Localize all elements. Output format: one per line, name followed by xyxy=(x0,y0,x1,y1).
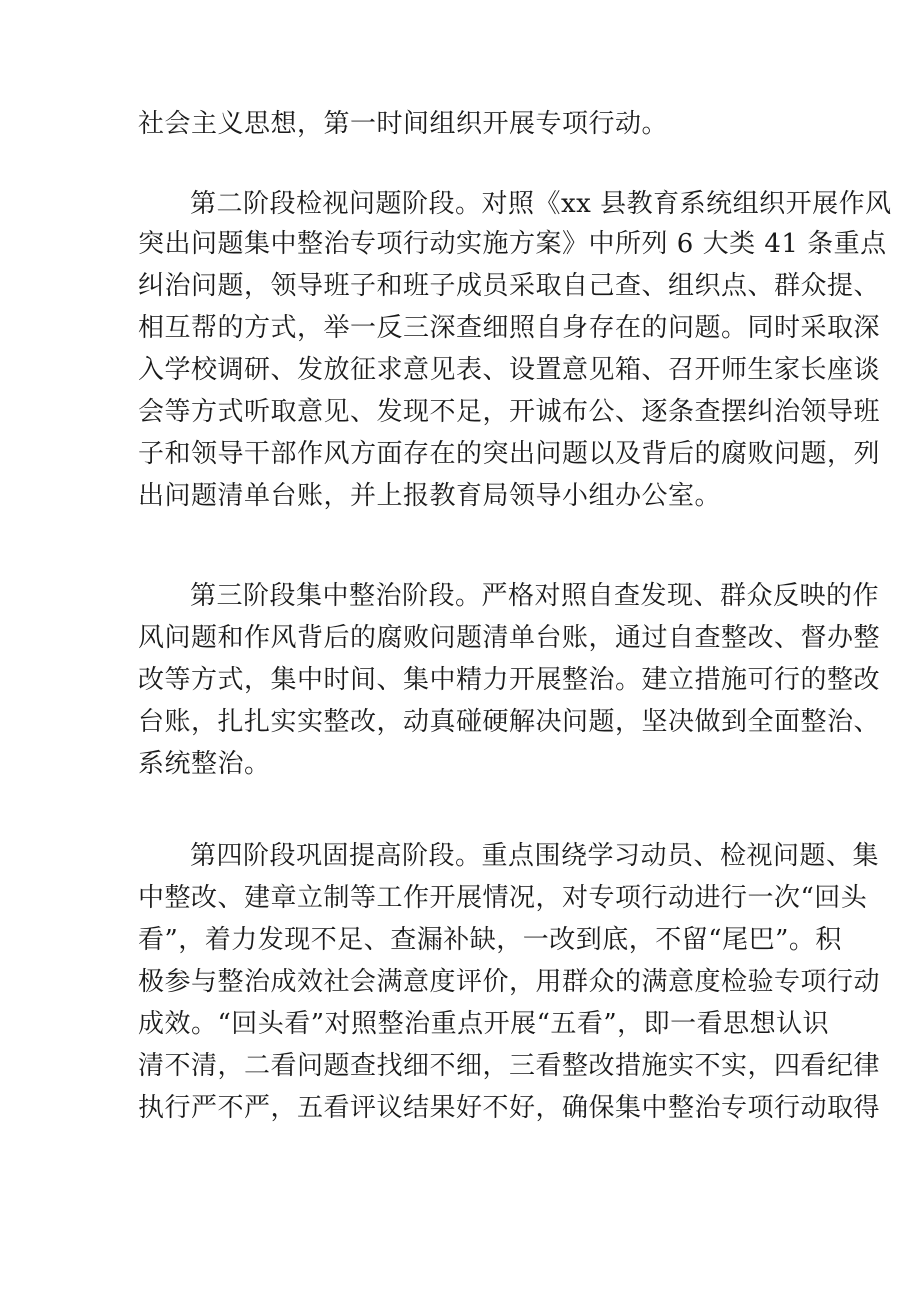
paragraph-4-line-6: 清不清，二看问题查找细不细，三看整改措施实不实，四看纪律 xyxy=(138,1051,881,1081)
paragraph-4-line-2: 中整改、建章立制等工作开展情况，对专项行动进行一次“回头 xyxy=(138,883,868,913)
paragraph-3-line-2: 风问题和作风背后的腐败问题清单台账，通过自查整改、督办整 xyxy=(138,623,881,653)
paragraph-3-line-4: 台账，扎扎实实整改，动真碰硬解决问题，坚决做到全面整治、 xyxy=(138,707,881,737)
paragraph-2-line-2: 突出问题集中整治专项行动实施方案》中所列 6 大类 41 条重点 xyxy=(138,229,887,259)
paragraph-4-line-7: 执行严不严，五看评议结果好不好，确保集中整治专项行动取得 xyxy=(138,1093,881,1123)
paragraph-2-line-6: 会等方式听取意见、发现不足，开诚布公、逐条查摆纠治领导班 xyxy=(138,397,881,427)
paragraph-2-line-3: 纠治问题，领导班子和班子成员采取自己查、组织点、群众提、 xyxy=(138,271,881,301)
paragraph-4-line-3: 看”，着力发现不足、查漏补缺，一改到底，不留“尾巴”。积 xyxy=(138,925,842,955)
paragraph-4-line-4: 极参与整治成效社会满意度评价，用群众的满意度检验专项行动 xyxy=(138,967,881,997)
paragraph-3-line-3: 改等方式，集中时间、集中精力开展整治。建立措施可行的整改 xyxy=(138,665,881,695)
paragraph-1-line-1: 社会主义思想，第一时间组织开展专项行动。 xyxy=(138,109,669,139)
paragraph-2-line-8: 出问题清单台账，并上报教育局领导小组办公室。 xyxy=(138,481,722,511)
paragraph-3-line-5: 系统整治。 xyxy=(138,749,271,779)
paragraph-4-line-1: 第四阶段巩固提高阶段。重点围绕学习动员、检视问题、集 xyxy=(190,841,880,871)
paragraph-2-line-5: 入学校调研、发放征求意见表、设置意见箱、召开师生家长座谈 xyxy=(138,355,881,385)
paragraph-4-line-5: 成效。“回头看”对照整治重点开展“五看”，即一看思想认识 xyxy=(138,1009,830,1039)
paragraph-2-line-1: 第二阶段检视问题阶段。对照《xx 县教育系统组织开展作风 xyxy=(190,189,892,219)
paragraph-2-line-4: 相互帮的方式，举一反三深查细照自身存在的问题。同时采取深 xyxy=(138,313,881,343)
paragraph-2-line-7: 子和领导干部作风方面存在的突出问题以及背后的腐败问题，列 xyxy=(138,439,881,469)
paragraph-3-line-1: 第三阶段集中整治阶段。严格对照自查发现、群众反映的作 xyxy=(190,581,880,611)
